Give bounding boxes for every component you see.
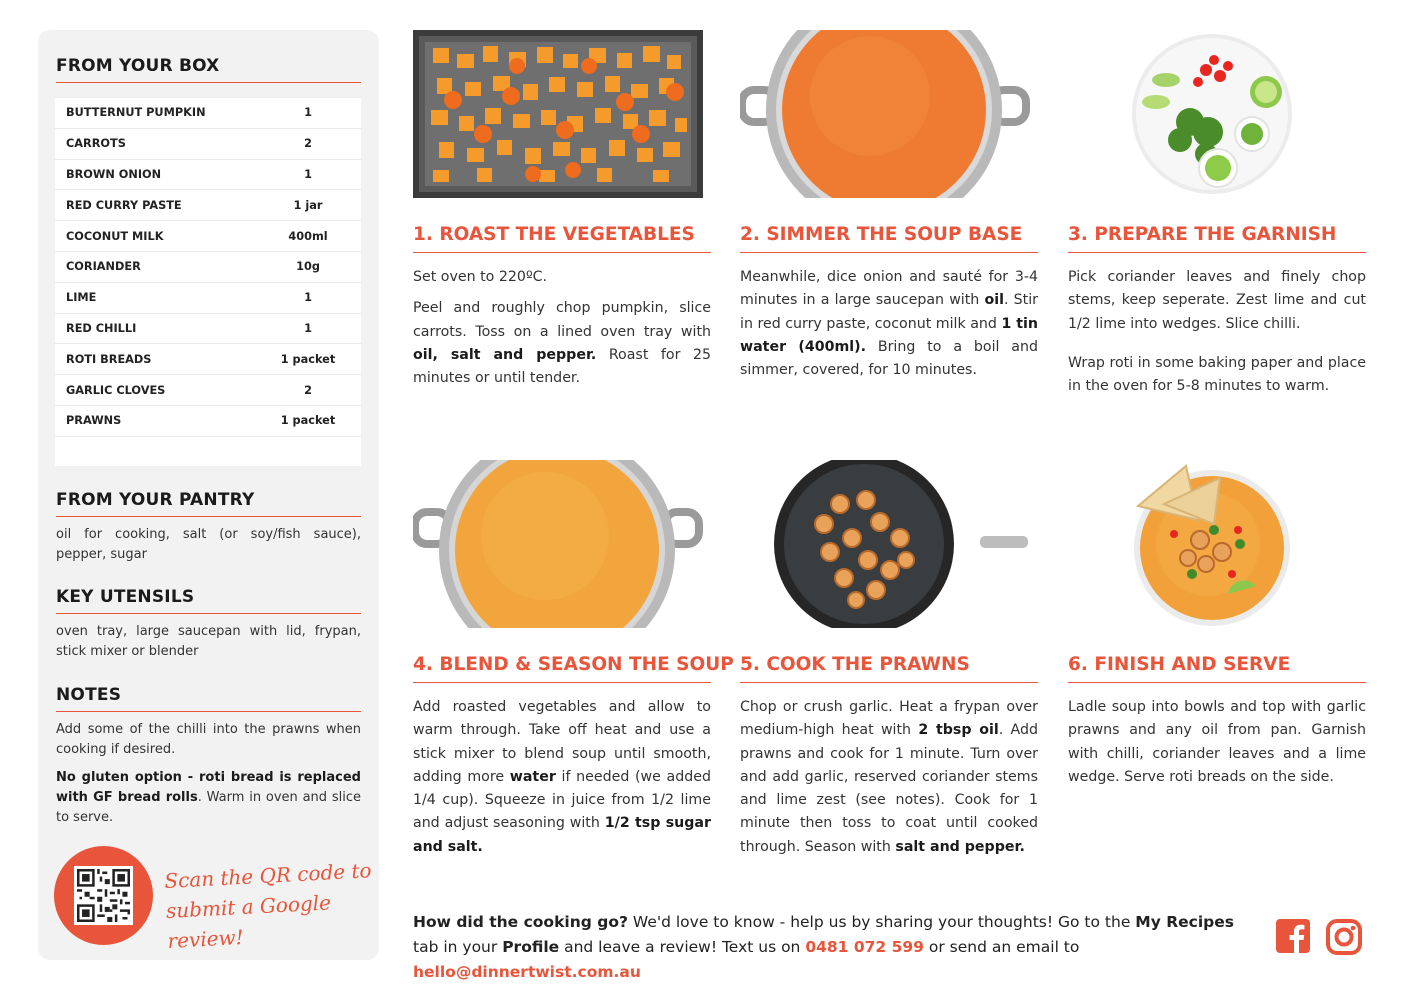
step-2-title: 2. SIMMER THE SOUP BASE xyxy=(740,224,1038,253)
table-row xyxy=(55,160,361,191)
ingredient-name: RED CHILLI xyxy=(66,321,137,335)
ingredient-qty: 1 xyxy=(304,291,312,305)
step-5-title: 5. COOK THE PRAWNS xyxy=(740,654,1038,683)
ingredient-name: BROWN ONION xyxy=(66,167,162,181)
ingredient-name: RED CURRY PASTE xyxy=(66,198,182,212)
step-6-photo xyxy=(1068,460,1358,628)
ingredient-name: GARLIC CLOVES xyxy=(66,383,166,397)
step-2-part-e: Bring to a boil and simmer, covered, for 10 minutes. xyxy=(740,338,1038,379)
step-2-photo xyxy=(740,30,1030,198)
table-row xyxy=(55,252,361,283)
step-5-text xyxy=(740,696,1038,867)
notes-gluten-rest: . Warm in oven and slice to serve. xyxy=(56,790,361,825)
notes-gluten-bold: No gluten option - roti bread is replaced with GF bread rolls xyxy=(56,770,361,805)
step-2-text xyxy=(740,266,1038,390)
facebook-icon[interactable] xyxy=(1275,918,1311,954)
table-row xyxy=(55,283,361,314)
step-1-para-1: Set oven to 220ºC. xyxy=(413,269,548,285)
ingredient-name: LIME xyxy=(66,291,97,305)
step-3-title: 3. PREPARE THE GARNISH xyxy=(1068,224,1366,253)
footer-text-1: We'd love to know - help us by sharing your thoughts! Go to the xyxy=(627,913,1136,931)
ingredient-qty: 1 packet xyxy=(280,414,336,428)
step-1-part-a: Peel and roughly chop pumpkin, slice carrots. Toss on a lined oven tray with xyxy=(413,300,711,340)
notes-title: NOTES xyxy=(56,685,361,712)
step-1-part-c: Roast for 25 minutes or until tender. xyxy=(413,346,712,387)
step-3-para-2: Wrap roti in some baking paper and place in the oven for 5-8 minutes to warm. xyxy=(1068,354,1366,395)
table-row xyxy=(55,344,361,375)
qr-code-badge[interactable] xyxy=(54,846,153,945)
notes-gluten xyxy=(56,768,361,828)
step-1-text xyxy=(413,266,711,398)
table-row xyxy=(55,221,361,252)
ingredient-name: BUTTERNUT PUMPKIN xyxy=(66,106,206,120)
step-2-part-a: Meanwhile, dice onion and sauté for 3-4 minutes in a large saucepan with xyxy=(740,269,1038,309)
ingredient-name: CARROTS xyxy=(66,137,126,151)
step-5-part-c: . Add prawns and cook for 1 minute. Turn over and add garlic, reserved coriander stems and lime zest (see notes). Cook for 1 minute then toss to coat until cooked through. Season with xyxy=(740,722,1038,855)
step-4-para xyxy=(413,696,711,859)
step-2-part-c: . Stir in red curry paste, coconut milk and xyxy=(740,292,1038,332)
ingredient-qty: 10g xyxy=(296,260,320,274)
utensils-title: KEY UTENSILS xyxy=(56,587,361,614)
qr-review-text xyxy=(164,855,381,956)
qr-line-2: submit a Google review! xyxy=(165,890,332,953)
ingredients-sidebar xyxy=(38,30,379,960)
qr-code-icon xyxy=(74,866,133,925)
step-4-bold-sugar: 1/2 tsp sugar and salt. xyxy=(413,815,711,855)
step-1-para-2 xyxy=(413,297,711,390)
step-5-bold-oil: 2 tbsp oil xyxy=(918,722,999,739)
ingredient-name: ROTI BREADS xyxy=(66,352,152,366)
ingredient-qty: 2 xyxy=(304,137,312,151)
ingredient-qty: 1 xyxy=(304,167,312,181)
footer-my-recipes: My Recipes xyxy=(1135,913,1234,931)
table-row xyxy=(55,375,361,406)
step-6-title: 6. FINISH AND SERVE xyxy=(1068,654,1366,683)
footer-question: How did the cooking go? xyxy=(413,913,628,931)
step-2-bold-water: 1 tin water (400ml). xyxy=(740,315,1039,355)
ingredient-name: COCONUT MILK xyxy=(66,229,164,243)
step-3-text xyxy=(1068,266,1366,406)
step-2-para xyxy=(740,266,1038,382)
table-row xyxy=(55,314,361,345)
ingredient-qty: 1 xyxy=(304,106,312,120)
box-title: FROM YOUR BOX xyxy=(56,56,361,83)
ingredient-qty: 400ml xyxy=(288,229,328,243)
box-ingredients-table xyxy=(55,98,361,466)
step-5-part-a: Chop or crush garlic. Heat a frypan over medium-high heat with xyxy=(740,699,1038,739)
table-row xyxy=(55,98,361,129)
step-4-text xyxy=(413,696,711,867)
feedback-footer xyxy=(413,910,1263,985)
ingredient-qty: 2 xyxy=(304,383,312,397)
ingredient-qty: 1 packet xyxy=(280,352,336,366)
ingredient-name: PRAWNS xyxy=(66,414,122,428)
step-4-bold-water: water xyxy=(509,768,556,785)
qr-line-1: Scan the QR code to xyxy=(163,858,373,894)
step-3-para-1: Pick coriander leaves and finely chop stems, keep seperate. Zest lime and cut 1/2 lime into wedges. Slice chilli. xyxy=(1068,269,1366,332)
step-4-photo xyxy=(413,460,703,628)
pantry-text: oil for cooking, salt (or soy/fish sauce), pepper, sugar xyxy=(56,527,361,562)
step-5-bold-salt: salt and pepper. xyxy=(895,838,1025,855)
notes-text: Add some of the chilli into the prawns when cooking if desired. xyxy=(56,722,361,757)
step-5-para xyxy=(740,696,1038,859)
step-4-part-a: Add roasted vegetables and allow to warm through. Take off heat and use a stick mixer to blend soup until smooth, adding more xyxy=(413,699,711,785)
table-row xyxy=(55,190,361,221)
step-1-bold: oil, salt and pepper. xyxy=(413,346,597,363)
step-4-title: 4. BLEND & SEASON THE SOUP xyxy=(413,654,711,683)
phone-link[interactable]: 0481 072 599 xyxy=(805,938,924,956)
ingredient-qty: 1 xyxy=(304,321,312,335)
step-6-para: Ladle soup into bowls and top with garlic prawns and any oil from pan. Garnish with chilli, coriander leaves and a lime wedge. Serve roti breads on the side. xyxy=(1068,699,1366,785)
footer-text-4: or send an email to xyxy=(923,938,1080,956)
step-3-photo xyxy=(1068,30,1358,198)
pantry-title: FROM YOUR PANTRY xyxy=(56,490,361,517)
ingredient-qty: 1 jar xyxy=(293,198,323,212)
utensils-text: oven tray, large saucepan with lid, frypan, stick mixer or blender xyxy=(56,624,361,659)
email-link[interactable]: hello@dinnertwist.com.au xyxy=(413,963,641,981)
footer-profile: Profile xyxy=(502,938,560,956)
step-1-photo xyxy=(413,30,703,198)
step-2-bold-oil: oil xyxy=(984,292,1004,309)
instagram-icon[interactable] xyxy=(1325,918,1361,954)
step-4-part-c: if needed (we added 1/4 cup). Squeeze in juice from 1/2 lime and adjust seasoning with xyxy=(413,768,711,832)
table-row xyxy=(55,129,361,160)
step-1-title: 1. ROAST THE VEGETABLES xyxy=(413,224,711,253)
footer-text-3: and leave a review! Text us on xyxy=(559,938,806,956)
footer-text-2: tab in your xyxy=(413,938,503,956)
ingredient-name: CORIANDER xyxy=(66,260,141,274)
table-row xyxy=(55,406,361,437)
step-5-photo xyxy=(740,460,1030,628)
step-6-text xyxy=(1068,696,1366,797)
